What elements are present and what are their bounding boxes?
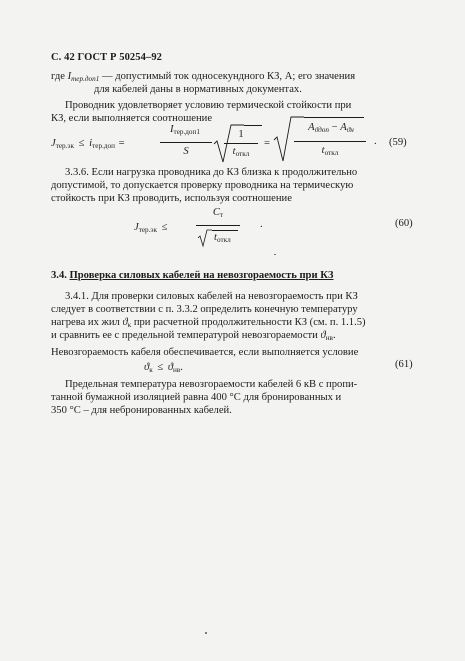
eq60-lhs: Jтер.эк ≤ [134, 222, 168, 234]
condition-line-1: Проводник удовлетворяет условию термической стойкости при [65, 100, 352, 111]
eq60-root-overline [212, 230, 238, 231]
eq59-number: (59) [389, 137, 407, 148]
eq59-den-3: tоткл [321, 145, 339, 157]
eq59-den-1: S [183, 146, 189, 157]
eq59-num-3: Aϑдоп − Aϑн [308, 122, 354, 134]
eq60-number: (60) [395, 218, 413, 229]
eq59-den-2: tоткл [232, 146, 250, 158]
eq59-lhs: Jтер.эк ≤ iтер.доп = [51, 138, 125, 150]
intro-line-1: где Iтер.доп1 — допустимый ток односекундного КЗ, А; его значения [51, 71, 356, 83]
page-header: С. 42 ГОСТ Р 50254–92 [51, 52, 163, 63]
eq60-num: Cт [212, 207, 224, 219]
eq59-root-2-overline [304, 117, 364, 118]
eq59-period: . [374, 136, 377, 147]
para-341-line-1: 3.4.1. Для проверки силовых кабелей на невозгораемость при КЗ [65, 291, 358, 302]
condition-line-2: КЗ, если выполняется соотношение [51, 113, 213, 124]
eq60-den: tоткл [214, 232, 231, 244]
limit-line-2: танной бумажной изоляцией равна 400 °С для бронированных и [51, 392, 342, 403]
eq61-expression: ϑк ≤ ϑнв. [144, 362, 183, 374]
eq60-root [198, 229, 212, 247]
para-341-line-3: нагрева их жил ϑк при расчетной продолжительности КЗ (см. п. 1.1.5) [51, 317, 366, 329]
eq60-fraction-bar [196, 225, 240, 226]
para-336-line-3: стойкость при КЗ проводить, используя соотношение [51, 193, 292, 204]
limit-line-3: 350 °С – для небронированных кабелей. [51, 405, 232, 416]
intro-line-2: для кабелей даны в нормативных документах. [94, 84, 302, 95]
nonflam-line-1: Невозгораемость кабеля обеспечивается, если выполняется условие [51, 347, 359, 358]
eq59-fraction-bar-1 [160, 142, 212, 143]
scan-speck [274, 254, 276, 255]
para-336-line-2: допустимой, то допускается проверку проводника на термическую [51, 180, 354, 191]
limit-line-1: Предельная температура невозгораемости кабелей 6 кВ с пропи- [65, 379, 358, 390]
para-341-line-4: и сравнить ее с предельной температурой невозгораемости ϑнв. [51, 330, 336, 342]
para-341-line-2: следует в соответствии с п. 3.3.2 определить конечную температуру [51, 304, 358, 315]
eq60-period: . [260, 219, 263, 230]
section-3-4-heading: 3.4. Проверка силовых кабелей на невозгораемость при КЗ [51, 270, 334, 281]
eq59-num-2: 1 [238, 129, 244, 140]
scan-speck [205, 632, 207, 634]
eq61-number: (61) [395, 359, 413, 370]
eq59-fraction-bar-2 [224, 143, 258, 144]
eq59-equals-2: = [264, 138, 270, 149]
eq59-fraction-bar-3 [294, 141, 366, 142]
para-336-line-1: 3.3.6. Если нагрузка проводника до КЗ близка к продолжительно [65, 167, 358, 178]
eq59-num-1: Iтер.доп1 [170, 124, 200, 136]
eq59-root-1-overline [244, 125, 262, 126]
